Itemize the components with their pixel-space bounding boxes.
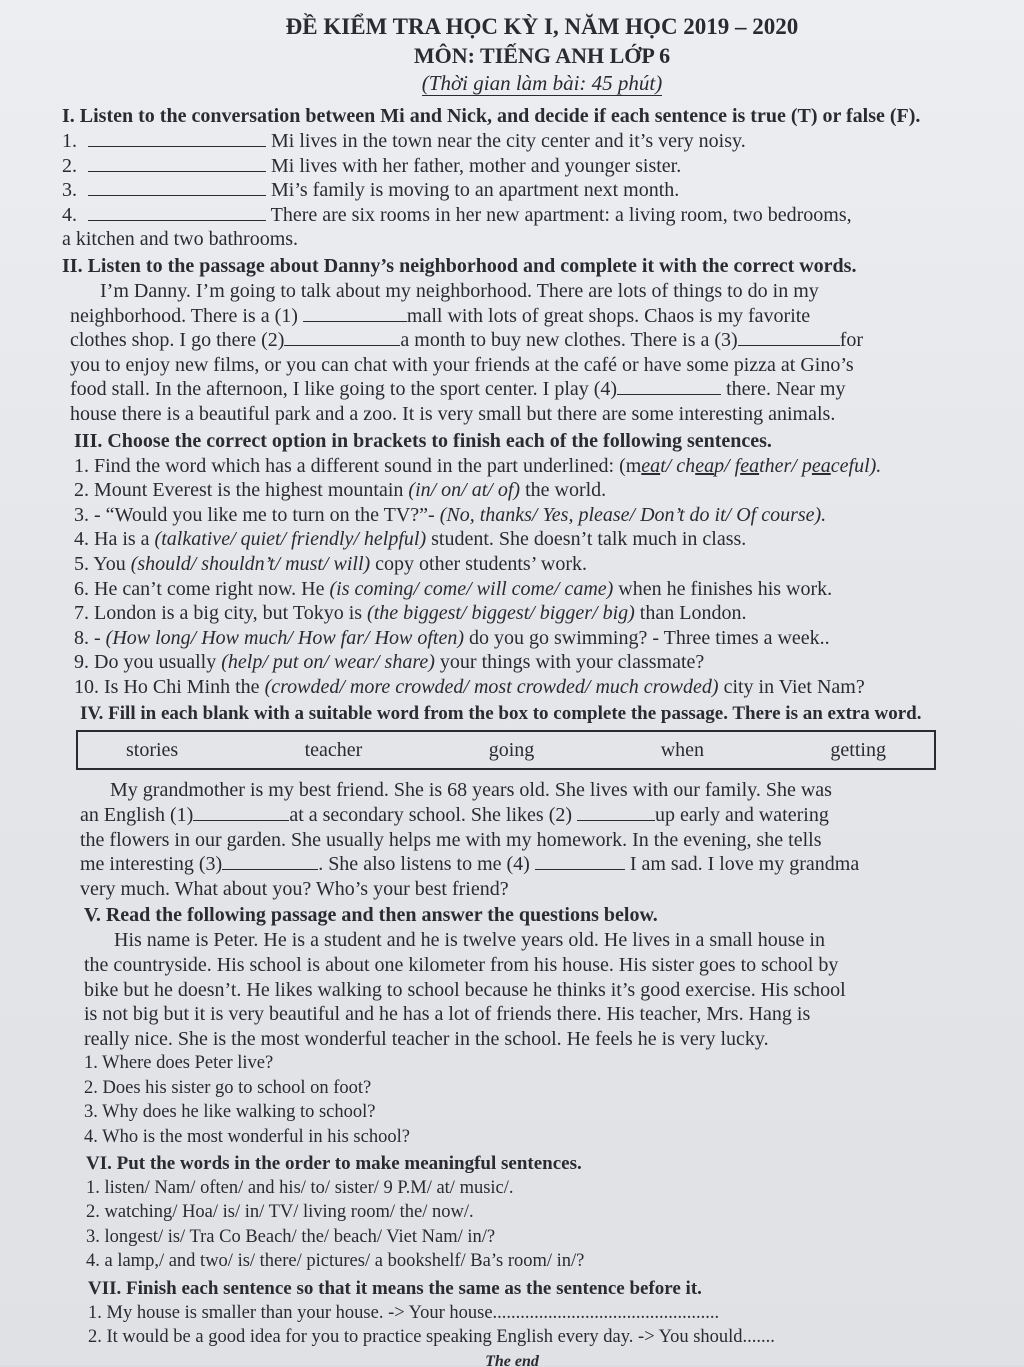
section-1-title: I. Listen to the conversation between Mi and Nick, and decide if each sentence is true (T) or false (F). [62,105,921,127]
s6-item: 1. listen/ Nam/ often/ and his/ to/ sister/ 9 P.M/ at/ music/. [86,1178,514,1199]
s4-line: the flowers in our garden. She usually helps me with my homework. In the evening, she tells [80,828,822,851]
answer-blank-4[interactable] [535,853,625,870]
s1-item-num: 3. [62,179,77,202]
s4-line [80,803,962,828]
s5-line: the countryside. His school is about one kilometer from his house. His sister goes to school by [84,954,839,977]
s2-text: neighborhood. There is a (1) [70,304,298,327]
s6-item: 3. longest/ is/ Tra Co Beach/ the/ beach/ Viet Nam/ in/? [86,1226,496,1247]
answer-blank[interactable] [88,204,266,221]
s2-text: food stall. In the afternoon, I like going to the sport center. I play (4) [70,378,618,401]
q-options: (talkative/ quiet/ friendly/ helpful) [154,528,427,551]
q-text: 1. Find the word which has a different sound in the part underlined: (m [74,454,642,477]
q-text: the world. [525,479,607,502]
q-text: 9. Do you usually [74,651,217,674]
s2-line: house there is a beautiful park and a zoo. It is very small but there are some interesting animals. [70,402,836,425]
underlined-part: ea [695,454,715,477]
s3-question-9 [74,650,962,675]
footer-the-end: The end [485,1353,539,1367]
s4-text: up early and watering [655,804,829,827]
s3-question-4 [74,527,962,552]
section-1-items [62,129,962,252]
exam-title: ĐỀ KIỂM TRA HỌC KỲ I, NĂM HỌC 2019 – 2020 [285,14,799,39]
s4-text: an English (1) [80,804,194,827]
q-text: 4. Ha is a [74,528,150,551]
s3-question-7 [74,601,962,626]
s3-question-10 [74,675,962,700]
s4-text: at a secondary school. She likes (2) [289,804,573,827]
q-text: 5. You [74,552,126,575]
q-options: (crowded/ more crowded/ most crowded/ much crowded) [264,675,719,698]
s4-line [80,852,962,877]
s6-item: 4. a lamp,/ and two/ is/ there/ pictures/ a bookshelf/ Ba’s room/ in/? [86,1251,585,1272]
s3-question-6 [74,577,962,602]
answer-blank-2[interactable] [577,804,655,821]
q-text: when he finishes his work. [618,577,833,600]
word-box-item: teacher [304,738,363,761]
answer-blank-3[interactable] [222,853,318,870]
exam-content [62,12,962,1367]
q-option: ther/ p [759,454,812,477]
word-box-item: getting [830,738,886,761]
s2-text: there. Near my [726,378,846,401]
s4-line: very much. What about you? Who’s your best friend? [80,877,509,900]
section-2-passage [70,279,962,427]
section-3-title: III. Choose the correct option in brackets to finish each of the following sentences. [74,429,772,452]
q-option: t/ ch [660,454,696,477]
word-box-item: when [660,738,705,761]
s7-item: 1. My house is smaller than your house. -> Your house................................................. [88,1302,720,1323]
section-5-title: V. Read the following passage and then answer the questions below. [84,904,658,927]
s6-item: 2. watching/ Hoa/ is/ in/ TV/ living room/ the/ now/. [86,1202,474,1223]
s4-line: My grandmother is my best friend. She is 68 years old. She lives with our family. She was [110,779,832,802]
q-text: 2. Mount Everest is the highest mountain [74,479,404,502]
q-options: (help/ put on/ wear/ share) [221,651,435,674]
s2-line [70,304,962,329]
s5-question: 2. Does his sister go to school on foot? [84,1077,372,1098]
s2-text: a month to buy new clothes. There is a (3) [400,329,738,352]
s1-item [62,178,962,203]
section-7-title: VII. Finish each sentence so that it means the same as the sentence before it. [88,1277,702,1299]
s1-item-text: Mi lives with her father, mother and younger sister. [271,154,682,177]
q-text: copy other students’ work. [375,552,587,575]
s2-text: clothes shop. I go there (2) [70,329,285,352]
section-5-passage [84,928,962,1051]
answer-blank-3[interactable] [738,329,840,346]
word-box-item: going [488,738,535,761]
q-options: (should/ shouldn’t/ must/ will) [130,552,371,575]
q-option: ceful). [830,454,882,477]
s5-question: 1. Where does Peter live? [84,1053,274,1074]
s5-line: is not big but it is very beautiful and he has a lot of friends there. His teacher, Mrs. Hang is [84,1003,811,1026]
s1-item-continuation: a kitchen and two bathrooms. [62,228,299,251]
underlined-part: ea [740,454,760,477]
underlined-part: ea [641,454,661,477]
s4-text: I am sad. I love my grandma [629,853,860,876]
q-options: (No, thanks/ Yes, please/ Don’t do it/ Of course). [439,503,827,526]
s2-text: for [839,329,864,352]
q-text: your things with your classmate? [439,651,705,674]
s1-item-num: 1. [62,130,77,152]
s1-item-text: Mi lives in the town near the city center and it’s very noisy. [271,130,746,152]
s1-item [62,203,962,228]
s2-line [70,377,962,402]
s1-item-text: There are six rooms in her new apartment: a living room, two bedrooms, [270,203,852,226]
s2-line: you to enjoy new films, or you can chat with your friends at the café or have some pizza at Gino’s [70,353,854,376]
s3-question-2 [74,478,962,503]
s3-question-8 [74,626,962,651]
q-options: (in/ on/ at/ of) [408,479,521,502]
q-text: 10. Is Ho Chi Minh the [74,675,260,698]
word-box [76,730,936,770]
q-text: than London. [639,602,747,625]
answer-blank-1[interactable] [193,804,289,821]
q-text: city in Viet Nam? [723,675,865,698]
answer-blank[interactable] [88,179,266,196]
q-text: 8. - [74,626,101,649]
answer-blank[interactable] [88,155,266,172]
section-2-title: II. Listen to the passage about Danny’s neighborhood and complete it with the correct words. [62,254,857,277]
q-options: (How long/ How much/ How far/ How often) [105,626,465,649]
section-3-items [74,454,962,700]
section-5-questions [84,1051,962,1149]
word-box-item: stories [126,738,179,761]
s4-text: . She also listens to me (4) [318,853,530,876]
q-text: 6. He can’t come right now. He [74,577,325,600]
q-text: 3. - “Would you like me to turn on the TV?”- [74,503,435,526]
q-options: (is coming/ come/ will come/ came) [329,577,614,600]
s5-line: His name is Peter. He is a student and he is twelve years old. He lives in a small house in [114,929,825,952]
s5-line: bike but he doesn’t. He likes walking to school because he thinks it’s good exercise. His school [84,978,846,1001]
answer-blank-4[interactable] [617,378,721,395]
section-4-passage [80,778,962,901]
s3-question-1 [74,454,962,479]
section-6-items [86,1176,962,1274]
s7-item: 2. It would be a good idea for you to practice speaking English every day. -> You should....... [88,1327,775,1348]
s3-question-3 [74,503,962,528]
exam-header [62,12,962,96]
answer-blank-1[interactable] [303,305,407,322]
underlined-part: ea [811,454,831,477]
s3-question-5 [74,552,962,577]
section-4-title: IV. Fill in each blank with a suitable word from the box to complete the passage. There is an extra word. [80,703,922,725]
s2-line [70,328,962,353]
s4-text: me interesting (3) [80,853,223,876]
q-option: p/ f [714,454,741,477]
s1-item-num: 2. [62,154,77,177]
answer-blank[interactable] [88,130,266,147]
s1-item [62,154,962,179]
s1-item-num: 4. [62,203,77,226]
q-text: student. She doesn’t talk much in class. [431,528,747,551]
s2-text: mall with lots of great shops. Chaos is my favorite [406,304,811,327]
s2-line: I’m Danny. I’m going to talk about my neighborhood. There are lots of things to do in my [100,279,819,302]
s5-line: really nice. She is the most wonderful teacher in the school. He feels he is very lucky. [84,1027,769,1050]
s1-item-text: Mi’s family is moving to an apartment next month. [271,179,680,202]
s5-question: 3. Why does he like walking to school? [84,1102,376,1123]
exam-time [122,70,962,96]
q-text: 7. London is a big city, but Tokyo is [74,602,363,625]
exam-subject: MÔN: TIẾNG ANH LỚP 6 [413,43,671,68]
exam-time-text: (Thời gian làm bài: 45 phút) [421,71,663,95]
s1-item [62,129,962,154]
section-7-items [88,1301,962,1350]
q-options: (the biggest/ biggest/ bigger/ big) [367,602,635,625]
q-text: do you go swimming? - Three times a week.. [469,626,830,649]
s5-question: 4. Who is the most wonderful in his school? [84,1126,410,1147]
section-6-title: VI. Put the words in the order to make meaningful sentences. [86,1153,582,1175]
answer-blank-2[interactable] [284,329,400,346]
